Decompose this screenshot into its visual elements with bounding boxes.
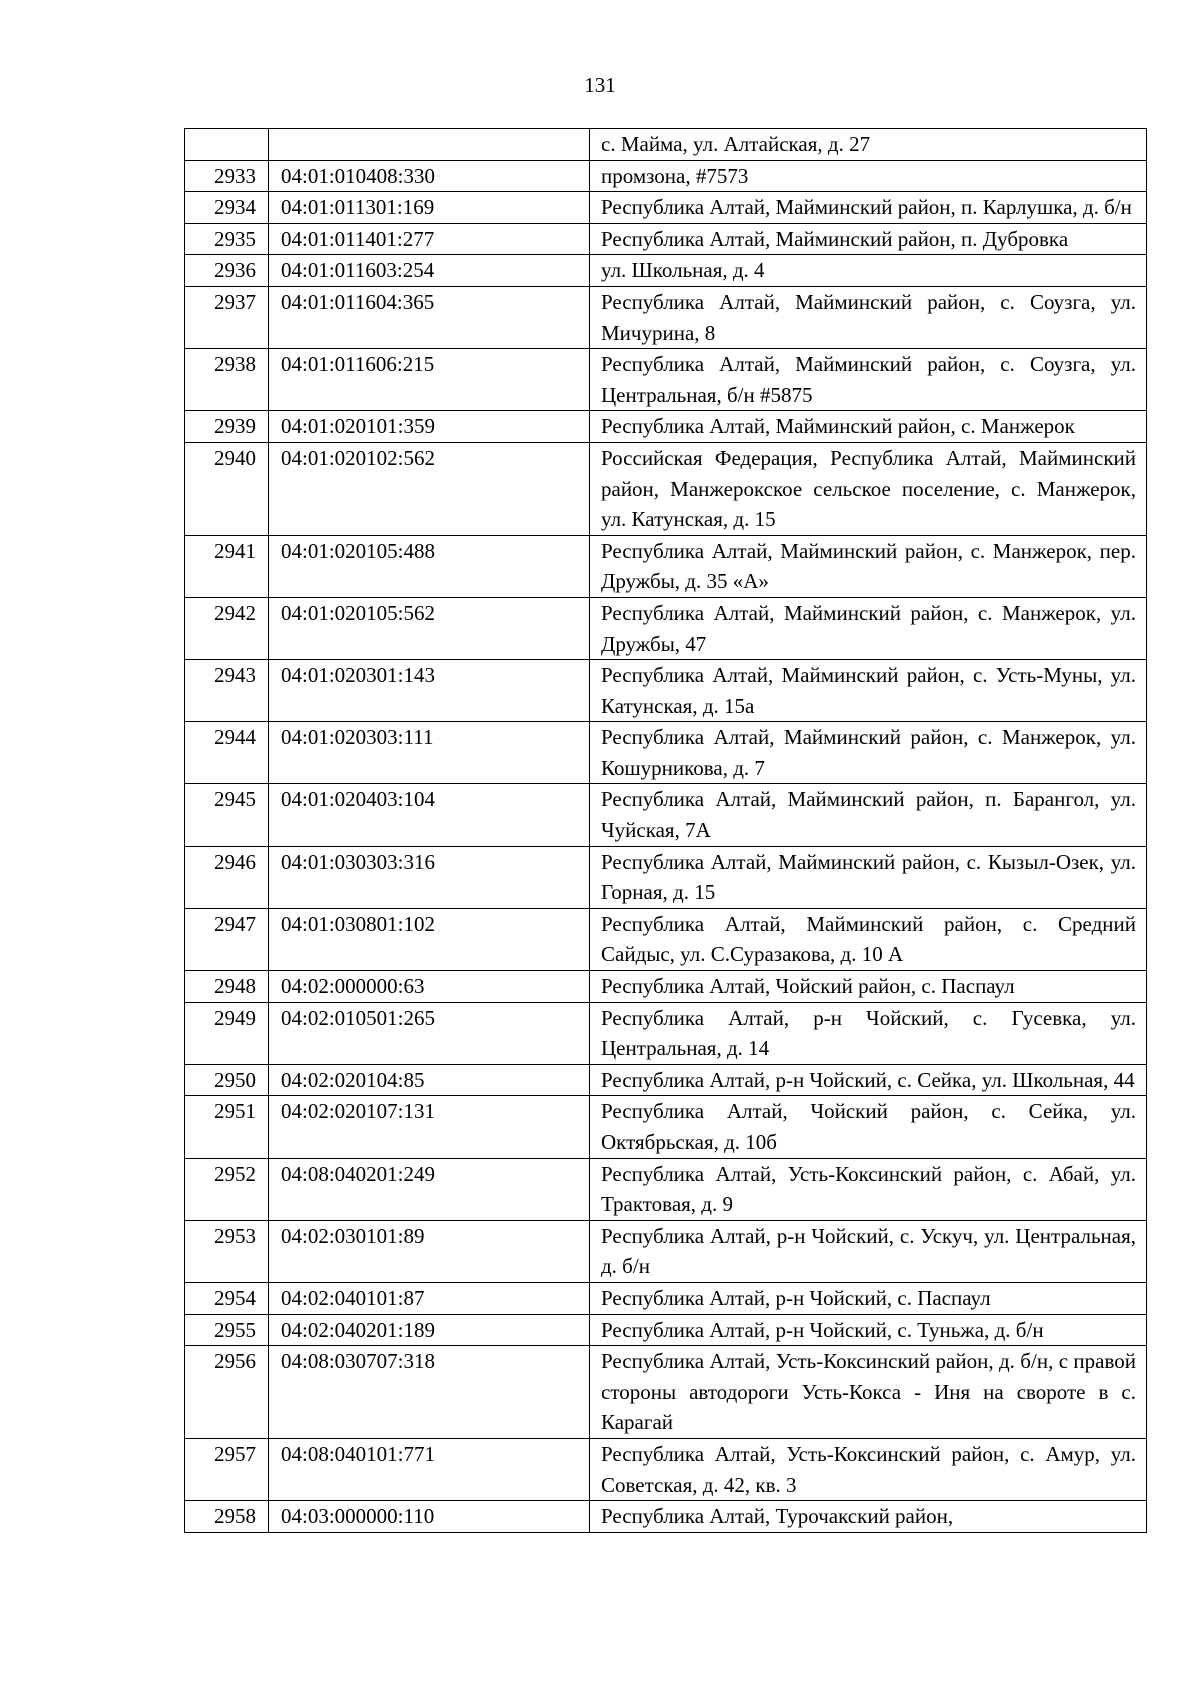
row-number-cell: 2950 [185, 1064, 269, 1096]
row-number-cell: 2957 [185, 1438, 269, 1500]
address-cell: Республика Алтай, Майминский район, с. Манжерок [590, 411, 1147, 443]
row-number-cell: 2953 [185, 1220, 269, 1282]
address-cell: ул. Школьная, д. 4 [590, 255, 1147, 287]
row-number-cell: 2939 [185, 411, 269, 443]
cadastral-number-cell: 04:01:020403:104 [269, 784, 590, 846]
cadastral-number-cell: 04:01:020301:143 [269, 660, 590, 722]
address-cell: Республика Алтай, Усть-Коксинский район, д. б/н, с правой стороны автодороги Усть-Кокса - Иня на свороте в с. Карагай [590, 1346, 1147, 1439]
row-number-cell: 2935 [185, 223, 269, 255]
cadastral-number-cell: 04:01:011603:254 [269, 255, 590, 287]
table-row [185, 1501, 1147, 1533]
address-cell: Республика Алтай, Чойский район, с. Сейка, ул. Октябрьская, д. 10б [590, 1096, 1147, 1158]
table-row [185, 535, 1147, 597]
address-cell: Российская Федерация, Республика Алтай, Майминский район, Манжерокское сельское поселение, с. Манжерок, ул. Катунская, д. 15 [590, 442, 1147, 535]
table-row [185, 1282, 1147, 1314]
table-row [185, 597, 1147, 659]
table-row [185, 349, 1147, 411]
row-number-cell: 2948 [185, 971, 269, 1003]
table-row [185, 255, 1147, 287]
row-number-cell: 2938 [185, 349, 269, 411]
address-cell: Республика Алтай, Майминский район, п. Барангол, ул. Чуйская, 7А [590, 784, 1147, 846]
table-row [185, 1220, 1147, 1282]
table-row [185, 846, 1147, 908]
row-number-cell: 2946 [185, 846, 269, 908]
cadastral-number-cell: 04:08:040201:249 [269, 1158, 590, 1220]
table-row [185, 129, 1147, 161]
row-number-cell: 2945 [185, 784, 269, 846]
cadastral-number-cell: 04:03:000000:110 [269, 1501, 590, 1533]
row-number-cell [185, 129, 269, 161]
row-number-cell: 2955 [185, 1314, 269, 1346]
cadastral-number-cell: 04:02:010501:265 [269, 1002, 590, 1064]
table-row [185, 908, 1147, 970]
address-cell: с. Майма, ул. Алтайская, д. 27 [590, 129, 1147, 161]
row-number-cell: 2942 [185, 597, 269, 659]
table-body [185, 129, 1147, 1533]
table-row [185, 1314, 1147, 1346]
cadastral-number-cell: 04:01:030801:102 [269, 908, 590, 970]
table-row [185, 1158, 1147, 1220]
page-number: 131 [584, 73, 616, 97]
cadastral-number-cell: 04:02:020107:131 [269, 1096, 590, 1158]
table-row [185, 160, 1147, 192]
address-cell: Республика Алтай, Усть-Коксинский район, с. Амур, ул. Советская, д. 42, кв. 3 [590, 1438, 1147, 1500]
cadastral-number-cell: 04:01:011606:215 [269, 349, 590, 411]
address-cell: Республика Алтай, р-н Чойский, с. Гусевка, ул. Центральная, д. 14 [590, 1002, 1147, 1064]
address-cell: Республика Алтай, Майминский район, с. Соузга, ул. Мичурина, 8 [590, 286, 1147, 348]
address-cell: Республика Алтай, р-н Чойский, с. Туньжа, д. б/н [590, 1314, 1147, 1346]
row-number-cell: 2951 [185, 1096, 269, 1158]
table-row [185, 971, 1147, 1003]
registry-table [184, 128, 1147, 1533]
cadastral-number-cell: 04:01:011301:169 [269, 192, 590, 224]
cadastral-number-cell: 04:02:040101:87 [269, 1282, 590, 1314]
cadastral-number-cell: 04:01:020101:359 [269, 411, 590, 443]
row-number-cell: 2940 [185, 442, 269, 535]
address-cell: Республика Алтай, Майминский район, с. Соузга, ул. Центральная, б/н #5875 [590, 349, 1147, 411]
row-number-cell: 2937 [185, 286, 269, 348]
row-number-cell: 2956 [185, 1346, 269, 1439]
table-row [185, 784, 1147, 846]
row-number-cell: 2943 [185, 660, 269, 722]
cadastral-number-cell: 04:01:030303:316 [269, 846, 590, 908]
cadastral-number-cell: 04:02:030101:89 [269, 1220, 590, 1282]
table-row [185, 1002, 1147, 1064]
address-cell: Республика Алтай, Турочакский район, [590, 1501, 1147, 1533]
address-cell: Республика Алтай, Майминский район, п. Дубровка [590, 223, 1147, 255]
row-number-cell: 2936 [185, 255, 269, 287]
table-row [185, 223, 1147, 255]
row-number-cell: 2947 [185, 908, 269, 970]
table-row [185, 660, 1147, 722]
row-number-cell: 2958 [185, 1501, 269, 1533]
cadastral-number-cell: 04:01:010408:330 [269, 160, 590, 192]
cadastral-number-cell: 04:01:011604:365 [269, 286, 590, 348]
row-number-cell: 2934 [185, 192, 269, 224]
cadastral-number-cell: 04:08:040101:771 [269, 1438, 590, 1500]
row-number-cell: 2941 [185, 535, 269, 597]
cadastral-number-cell [269, 129, 590, 161]
cadastral-number-cell: 04:01:020303:111 [269, 722, 590, 784]
cadastral-number-cell: 04:01:020102:562 [269, 442, 590, 535]
address-cell: промзона, #7573 [590, 160, 1147, 192]
cadastral-number-cell: 04:08:030707:318 [269, 1346, 590, 1439]
table-row [185, 722, 1147, 784]
table-row [185, 192, 1147, 224]
address-cell: Республика Алтай, Майминский район, с. Манжерок, ул. Дружбы, 47 [590, 597, 1147, 659]
table-row [185, 411, 1147, 443]
address-cell: Республика Алтай, р-н Чойский, с. Ускуч, ул. Центральная, д. б/н [590, 1220, 1147, 1282]
table-row [185, 1064, 1147, 1096]
table-row [185, 286, 1147, 348]
table-row [185, 1346, 1147, 1439]
cadastral-number-cell: 04:01:011401:277 [269, 223, 590, 255]
cadastral-number-cell: 04:02:020104:85 [269, 1064, 590, 1096]
address-cell: Республика Алтай, Майминский район, с. Манжерок, ул. Кошурникова, д. 7 [590, 722, 1147, 784]
table-row [185, 1438, 1147, 1500]
cadastral-number-cell: 04:02:000000:63 [269, 971, 590, 1003]
row-number-cell: 2949 [185, 1002, 269, 1064]
table-row [185, 442, 1147, 535]
address-cell: Республика Алтай, Чойский район, с. Паспаул [590, 971, 1147, 1003]
address-cell: Республика Алтай, Майминский район, с. Средний Сайдыс, ул. С.Суразакова, д. 10 А [590, 908, 1147, 970]
cadastral-number-cell: 04:01:020105:488 [269, 535, 590, 597]
address-cell: Республика Алтай, Усть-Коксинский район, с. Абай, ул. Трактовая, д. 9 [590, 1158, 1147, 1220]
row-number-cell: 2944 [185, 722, 269, 784]
row-number-cell: 2952 [185, 1158, 269, 1220]
address-cell: Республика Алтай, Майминский район, с. Манжерок, пер. Дружбы, д. 35 «А» [590, 535, 1147, 597]
address-cell: Республика Алтай, р-н Чойский, с. Сейка, ул. Школьная, 44 [590, 1064, 1147, 1096]
table-row [185, 1096, 1147, 1158]
address-cell: Республика Алтай, Майминский район, с. Усть-Муны, ул. Катунская, д. 15а [590, 660, 1147, 722]
row-number-cell: 2933 [185, 160, 269, 192]
address-cell: Республика Алтай, Майминский район, п. Карлушка, д. б/н [590, 192, 1147, 224]
address-cell: Республика Алтай, р-н Чойский, с. Паспаул [590, 1282, 1147, 1314]
cadastral-number-cell: 04:02:040201:189 [269, 1314, 590, 1346]
cadastral-number-cell: 04:01:020105:562 [269, 597, 590, 659]
address-cell: Республика Алтай, Майминский район, с. Кызыл-Озек, ул. Горная, д. 15 [590, 846, 1147, 908]
row-number-cell: 2954 [185, 1282, 269, 1314]
